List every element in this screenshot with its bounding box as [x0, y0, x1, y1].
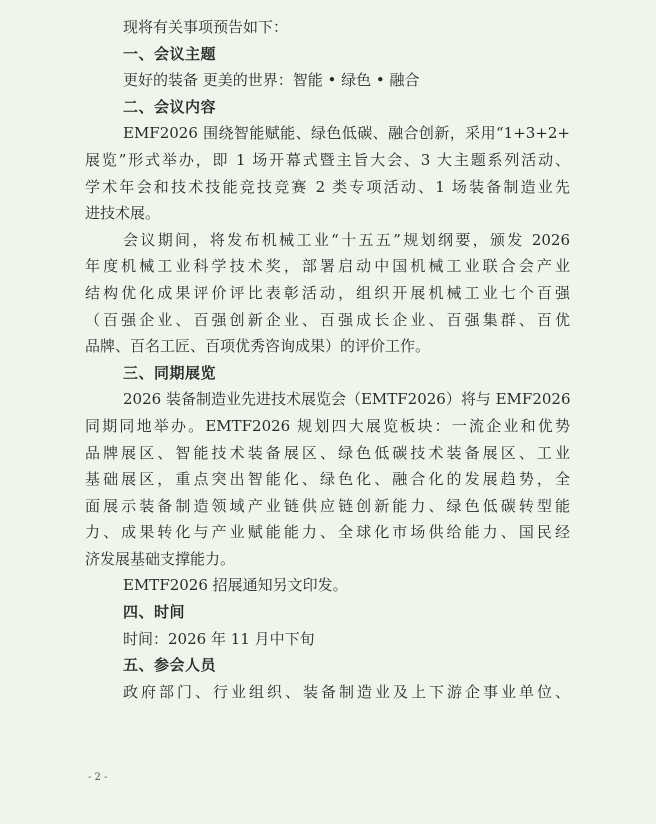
paragraph-line: 会议期间，将发布机械工业“十五五”规划纲要，颁发 2026 [123, 230, 570, 249]
paragraph-line: 结构优化成果评价评比表彰活动，组织开展机械工业七个百强 [85, 283, 570, 302]
paragraph-line: 品牌、百名工匠、百项优秀咨询成果）的评价工作。 [85, 337, 431, 356]
meeting-theme-text: 更好的装备 更美的世界：智能 • 绿色 • 融合 [123, 71, 420, 90]
paragraph-line: 学术年会和技术技能竞技竞赛 2 类专项活动、1 场装备制造业先 [85, 177, 570, 196]
paragraph-line: （百强企业、百强创新企业、百强成长企业、百强集群、百优 [85, 310, 570, 329]
section-5-heading: 五、参会人员 [123, 656, 217, 675]
paragraph-line: 同期同地举办。EMTF2026 规划四大展览板块：一流企业和优势 [85, 416, 570, 435]
section-4-heading: 四、时间 [123, 603, 186, 622]
paragraph-line: 展览”形式举办，即 1 场开幕式暨主旨大会、3 大主题系列活动、 [85, 150, 570, 169]
meeting-time-text: 时间：2026 年 11 月中下旬 [123, 629, 315, 648]
paragraph-line: 年度机械工业科学技术奖，部署启动中国机械工业联合会产业 [85, 257, 570, 276]
paragraph-line: 品牌展区、智能技术装备展区、绿色低碳技术装备展区、工业 [85, 443, 570, 462]
document-body [85, 14, 570, 705]
paragraph-line: 基础展区，重点突出智能化、绿色化、融合化的发展趋势，全 [85, 470, 570, 489]
paragraph-line: 政府部门、行业组织、装备制造业及上下游企事业单位、 [123, 682, 570, 701]
paragraph-line: 面展示装备制造领域产业链供应链创新能力、绿色低碳转型能 [85, 496, 570, 515]
paragraph-line: 2026 装备制造业先进技术展览会（EMTF2026）将与 EMF2026 [123, 390, 570, 409]
paragraph-line: 济发展基础支撑能力。 [85, 549, 236, 568]
intro-text: 现将有关事项预告如下： [123, 18, 289, 36]
paragraph-line: EMTF2026 招展通知另文印发。 [123, 576, 348, 595]
section-3-heading: 三、同期展览 [123, 363, 217, 382]
paragraph-line: EMF2026 围绕智能赋能、绿色低碳、融合创新，采用“1+3+2+ [123, 124, 570, 143]
section-2-heading: 二、会议内容 [123, 97, 217, 116]
paragraph-line: 进技术展。 [85, 204, 161, 223]
section-1-heading: 一、会议主题 [123, 44, 217, 63]
page-number: - 2 - [88, 772, 108, 783]
paragraph-line: 力、成果转化与产业赋能能力、全球化市场供给能力、国民经 [85, 523, 570, 542]
